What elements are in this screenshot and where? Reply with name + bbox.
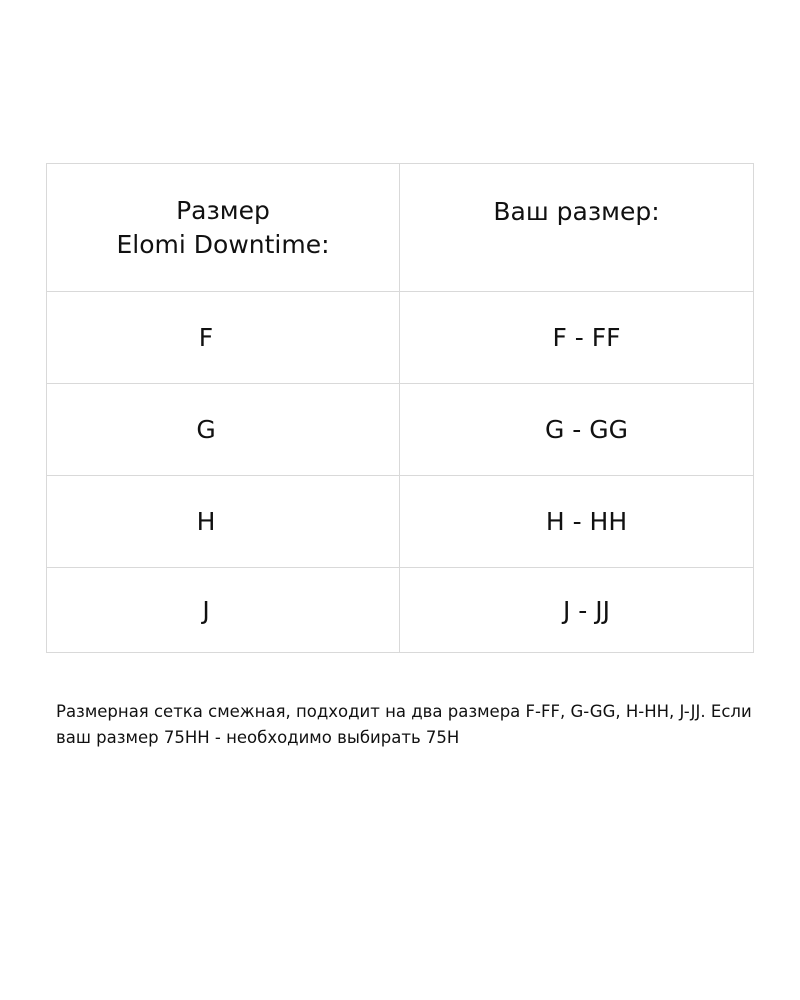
your-size-value: H - HH bbox=[545, 507, 628, 536]
header-cell-your-size bbox=[400, 164, 754, 292]
table-row bbox=[47, 384, 754, 476]
your-size-value: G - GG bbox=[544, 415, 629, 444]
header-left-line2: Elomi Downtime: bbox=[116, 229, 330, 259]
header-right-label: Ваш размер: bbox=[493, 196, 660, 226]
elomi-size-cell bbox=[47, 568, 400, 653]
your-size-cell bbox=[400, 568, 754, 653]
table-row bbox=[47, 292, 754, 384]
size-note-line1: Размерная сетка смежная, подходит на два размера F-FF, G-GG, H-HH, J-JJ. Если bbox=[56, 702, 752, 721]
elomi-size-cell bbox=[47, 476, 400, 568]
table-row bbox=[47, 476, 754, 568]
size-chart-table bbox=[46, 163, 754, 653]
size-note-line2: ваш размер 75HH - необходимо выбирать 75H bbox=[56, 728, 460, 747]
header-left-line1: Размер bbox=[176, 195, 270, 225]
table-header-row bbox=[47, 164, 754, 292]
your-size-value: F - FF bbox=[552, 323, 621, 352]
your-size-cell bbox=[400, 384, 754, 476]
elomi-size-value: G bbox=[196, 415, 216, 444]
size-note bbox=[56, 699, 756, 751]
elomi-size-cell bbox=[47, 384, 400, 476]
elomi-size-value: F bbox=[198, 323, 214, 352]
elomi-size-value: J bbox=[202, 595, 210, 625]
elomi-size-cell bbox=[47, 292, 400, 384]
your-size-cell bbox=[400, 292, 754, 384]
table-row bbox=[47, 568, 754, 653]
your-size-cell bbox=[400, 476, 754, 568]
elomi-size-value: H bbox=[196, 507, 216, 536]
header-cell-elomi-size bbox=[47, 164, 400, 292]
your-size-value: J - JJ bbox=[562, 595, 611, 625]
